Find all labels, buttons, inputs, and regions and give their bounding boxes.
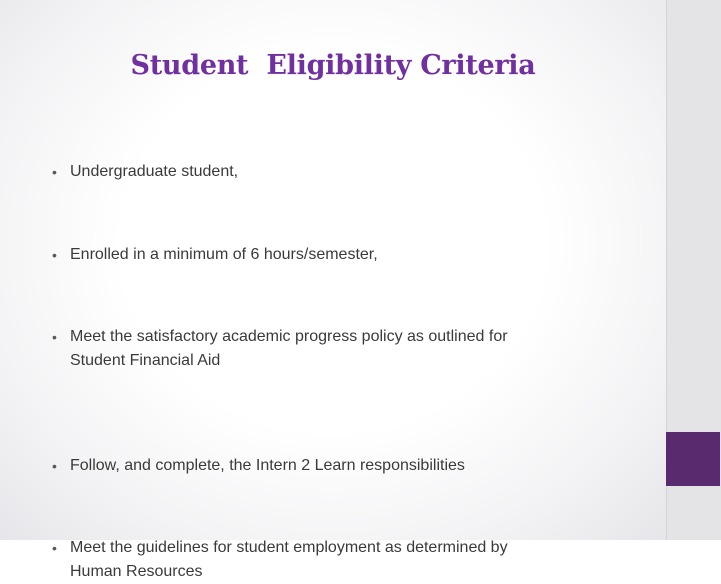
- bullet-item-intern-responsibilities: • Follow, and complete, the Intern 2 Learn responsibilities: [50, 454, 630, 478]
- bullet-item-undergraduate: • Undergraduate student,: [50, 160, 630, 184]
- bullet-item-employment-guidelines: • Meet the guidelines for student employment as determined by Human Resources: [50, 536, 630, 584]
- slide-title: Student Eligibility Criteria: [130, 50, 536, 81]
- bullet-list: [50, 160, 630, 580]
- side-accent-block: [666, 432, 720, 486]
- bullet-item-enrollment-hours: • Enrolled in a minimum of 6 hours/semester,: [50, 243, 630, 267]
- bullet-item-academic-progress: • Meet the satisfactory academic progress policy as outlined for Student Financial Aid: [50, 325, 630, 373]
